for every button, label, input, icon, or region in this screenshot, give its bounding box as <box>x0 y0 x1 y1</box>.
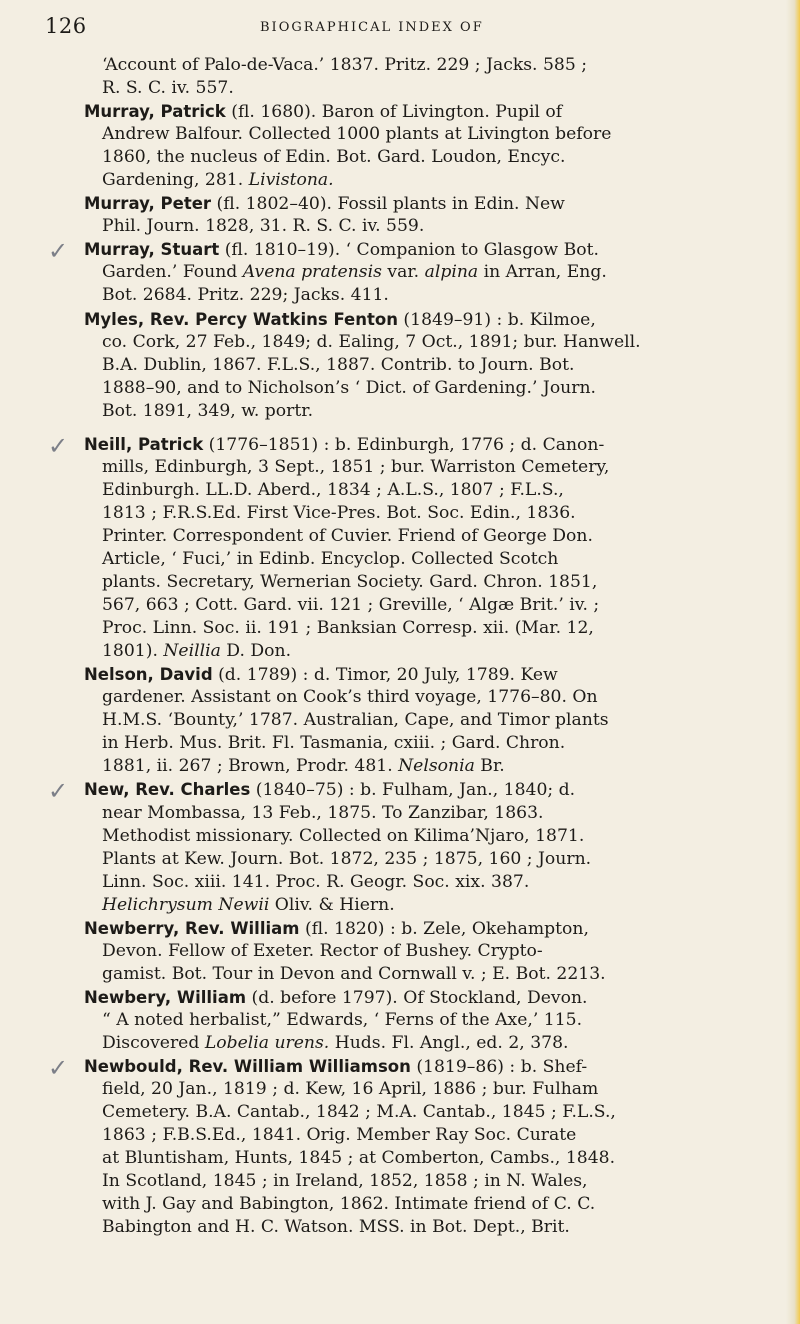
entry-name: Neill, Patrick <box>84 434 204 454</box>
entry-line <box>0 778 800 801</box>
index-entry <box>0 308 800 423</box>
line-text: Printer. Correspondent of Cuvier. Friend of George Don. <box>102 525 593 546</box>
line-text: (fl. 1810–19). ‘ Companion to Glasgow Bot. <box>219 240 599 261</box>
botanical-name: Livistona. <box>248 170 334 191</box>
entry-line <box>0 284 800 307</box>
entry-line <box>0 261 800 284</box>
line-text: 1860, the nucleus of Edin. Bot. Gard. Loudon, Encyc. <box>102 147 566 168</box>
pencil-check-mark: ✓ <box>48 777 69 806</box>
line-text: Gardening, 281. <box>102 170 249 191</box>
index-entry <box>0 986 800 1055</box>
index-entry <box>0 778 800 916</box>
entry-line <box>0 433 800 456</box>
entry-name: Newbery, William <box>84 987 247 1007</box>
entry-line <box>0 917 800 940</box>
entry-line <box>0 1216 800 1239</box>
entry-line <box>0 825 800 848</box>
entry-line <box>0 479 800 502</box>
entry-line <box>0 238 800 261</box>
entry-line <box>0 377 800 400</box>
line-text: Bot. 2684. Pritz. 229; Jacks. 411. <box>102 285 389 306</box>
line-text: in Arran, Eng. <box>478 262 607 283</box>
line-text: mills, Edinburgh, 3 Sept., 1851 ; bur. Warriston Cemetery, <box>102 456 610 477</box>
line-text: (d. 1789) : d. Timor, 20 July, 1789. Kew <box>212 665 558 686</box>
entry-line <box>0 456 800 479</box>
line-text: Linn. Soc. xiii. 141. Proc. R. Geogr. Soc. xix. 387. <box>102 871 530 892</box>
line-text: Plants at Kew. Journ. Bot. 1872, 235 ; 1875, 160 ; Journ. <box>102 848 592 869</box>
line-text: Babington and H. C. Watson. MSS. in Bot. Dept., Brit. <box>102 1217 570 1238</box>
entry-line <box>0 54 800 77</box>
line-text: plants. Secretary, Wernerian Society. Gard. Chron. 1851, <box>102 572 598 593</box>
entry-name: Murray, Peter <box>84 194 212 214</box>
line-text: B.A. Dublin, 1867. F.L.S., 1887. Contrib. to Journ. Bot. <box>102 354 575 375</box>
running-head: BIOGRAPHICAL INDEX OF <box>260 20 484 35</box>
entry-line <box>0 548 800 571</box>
page-number: 126 <box>45 14 87 38</box>
index-entry <box>0 100 800 192</box>
line-text: Andrew Balfour. Collected 1000 plants at Livington before <box>102 124 612 145</box>
line-text: var. <box>381 262 425 283</box>
index-entry <box>0 917 800 986</box>
entry-line <box>0 802 800 825</box>
line-text: 1881, ii. 267 ; Brown, Prodr. 481. <box>102 756 399 777</box>
entry-line <box>0 100 800 123</box>
line-text: ‘Account of Palo-de-Vaca.’ 1837. Pritz. 229 ; Jacks. 585 ; <box>102 55 588 75</box>
index-entry <box>0 54 800 100</box>
entry-line <box>0 502 800 525</box>
line-text: D. Don. <box>220 641 292 662</box>
entry-name: Murray, Stuart <box>84 240 220 260</box>
botanical-name: Neillia <box>163 641 221 662</box>
entry-line <box>0 640 800 663</box>
index-entries <box>0 54 800 1239</box>
line-text: 1888–90, and to Nicholson’s ‘ Dict. of Gardening.’ Journ. <box>102 377 596 398</box>
entry-line <box>0 709 800 732</box>
line-text: with J. Gay and Babington, 1862. Intimate friend of C. C. <box>102 1194 596 1215</box>
line-text: Article, ‘ Fuci,’ in Edinb. Encyclop. Collected Scotch <box>102 548 559 569</box>
entry-line <box>0 215 800 238</box>
line-text: (1776–1851) : b. Edinburgh, 1776 ; d. Canon- <box>203 434 605 455</box>
entry-line <box>0 686 800 709</box>
line-text: gamist. Bot. Tour in Devon and Cornwall v. ; E. Bot. 2213. <box>102 963 606 984</box>
entry-name: Newbould, Rev. William Williamson <box>84 1057 411 1077</box>
botanical-name: Nelsonia <box>398 756 475 777</box>
entry-line <box>0 617 800 640</box>
entry-line <box>0 963 800 986</box>
botanical-name: Lobelia urens. <box>204 1032 330 1053</box>
entry-line <box>0 1032 800 1055</box>
entry-line <box>0 848 800 871</box>
line-text: Bot. 1891, 349, w. portr. <box>102 400 314 421</box>
line-text: (d. before 1797). Of Stockland, Devon. <box>246 987 588 1008</box>
index-entry <box>0 433 800 663</box>
line-text: near Mombassa, 13 Feb., 1875. To Zanzibar, 1863. <box>102 802 544 823</box>
entry-line <box>0 732 800 755</box>
line-text: In Scotland, 1845 ; in Ireland, 1852, 1858 ; in N. Wales, <box>102 1171 588 1192</box>
line-text: (fl. 1802–40). Fossil plants in Edin. New <box>211 194 565 215</box>
entry-line <box>0 1193 800 1216</box>
entry-line <box>0 146 800 169</box>
entry-line <box>0 940 800 963</box>
entry-line <box>0 1055 800 1078</box>
botanical-name: Helichrysum Newii <box>102 894 270 915</box>
line-text: co. Cork, 27 Feb., 1849; d. Ealing, 7 Oct., 1891; bur. Hanwell. <box>102 331 641 352</box>
entry-name: Myles, Rev. Percy Watkins Fenton <box>84 309 398 329</box>
line-text: (1849–91) : b. Kilmoe, <box>397 309 596 330</box>
line-text: at Bluntisham, Hunts, 1845 ; at Comberton, Cambs., 1848. <box>102 1148 616 1169</box>
entry-line <box>0 663 800 686</box>
pencil-check-mark: ✓ <box>48 237 69 266</box>
line-text: in Herb. Mus. Brit. Fl. Tasmania, cxiii. ; Gard. Chron. <box>102 733 566 754</box>
entry-line <box>0 400 800 423</box>
index-entry <box>0 663 800 778</box>
line-text: Methodist missionary. Collected on Kilima’Njaro, 1871. <box>102 825 585 846</box>
entry-line <box>0 331 800 354</box>
entry-name: Murray, Patrick <box>84 102 226 122</box>
entry-line <box>0 1170 800 1193</box>
line-text: (fl. 1820) : b. Zele, Okehampton, <box>299 918 589 939</box>
entry-line <box>0 1078 800 1101</box>
entry-line <box>0 525 800 548</box>
pencil-check-mark: ✓ <box>48 1054 69 1083</box>
entry-line <box>0 594 800 617</box>
entry-name: Newberry, Rev. William <box>84 918 300 938</box>
line-text: Phil. Journ. 1828, 31. R. S. C. iv. 559. <box>102 216 425 237</box>
entry-line <box>0 308 800 331</box>
entry-line <box>0 123 800 146</box>
entry-line <box>0 77 800 100</box>
entry-line <box>0 571 800 594</box>
pencil-check-mark: ✓ <box>48 431 69 460</box>
line-text: 1801). <box>102 641 164 662</box>
line-text: Garden.’ Found <box>102 262 243 283</box>
line-text: (1840–75) : b. Fulham, Jan., 1840; d. <box>250 780 576 801</box>
entry-name: New, Rev. Charles <box>84 780 251 800</box>
line-text: Edinburgh. LL.D. Aberd., 1834 ; A.L.S., 1807 ; F.L.S., <box>102 479 564 500</box>
entry-line <box>0 1124 800 1147</box>
line-text: 1813 ; F.R.S.Ed. First Vice-Pres. Bot. Soc. Edin., 1836. <box>102 502 576 523</box>
entry-line <box>0 755 800 778</box>
entry-line <box>0 1101 800 1124</box>
entry-name: Nelson, David <box>84 665 213 685</box>
entry-line <box>0 986 800 1009</box>
line-text: Huds. Fl. Angl., ed. 2, 378. <box>329 1032 569 1053</box>
botanical-name: alpina <box>424 262 479 283</box>
line-text: field, 20 Jan., 1819 ; d. Kew, 16 April, 1886 ; bur. Fulham <box>102 1079 599 1100</box>
line-text: “ A noted herbalist,” Edwards, ‘ Ferns of the Axe,’ 115. <box>102 1009 583 1030</box>
entry-line <box>0 192 800 215</box>
entry-line <box>0 169 800 192</box>
index-entry <box>0 1055 800 1239</box>
line-text: Devon. Fellow of Exeter. Rector of Bushey. Crypto- <box>102 940 543 961</box>
entry-line <box>0 354 800 377</box>
line-text: Cemetery. B.A. Cantab., 1842 ; M.A. Cantab., 1845 ; F.L.S., <box>102 1102 616 1123</box>
index-entry <box>0 238 800 307</box>
line-text: Proc. Linn. Soc. ii. 191 ; Banksian Corresp. xii. (Mar. 12, <box>102 618 594 639</box>
line-text: (1819–86) : b. Shef- <box>410 1057 588 1078</box>
line-text: 1863 ; F.B.S.Ed., 1841. Orig. Member Ray Soc. Curate <box>102 1125 577 1146</box>
entry-line <box>0 1009 800 1032</box>
line-text: Discovered <box>102 1032 205 1053</box>
entry-line <box>0 894 800 917</box>
line-text: R. S. C. iv. 557. <box>102 78 234 99</box>
botanical-name: Avena pratensis <box>242 262 382 283</box>
line-text: H.M.S. ‘Bounty,’ 1787. Australian, Cape, and Timor plants <box>102 710 609 731</box>
line-text: gardener. Assistant on Cook’s third voyage, 1776–80. On <box>102 687 598 708</box>
index-entry <box>0 192 800 238</box>
line-text: (fl. 1680). Baron of Livington. Pupil of <box>225 102 563 123</box>
line-text: 567, 663 ; Cott. Gard. vii. 121 ; Greville, ‘ Algæ Brit.’ iv. ; <box>102 595 600 616</box>
line-text: Oliv. & Hiern. <box>269 894 395 915</box>
entry-line <box>0 871 800 894</box>
line-text: Br. <box>474 756 505 777</box>
entry-line <box>0 1147 800 1170</box>
